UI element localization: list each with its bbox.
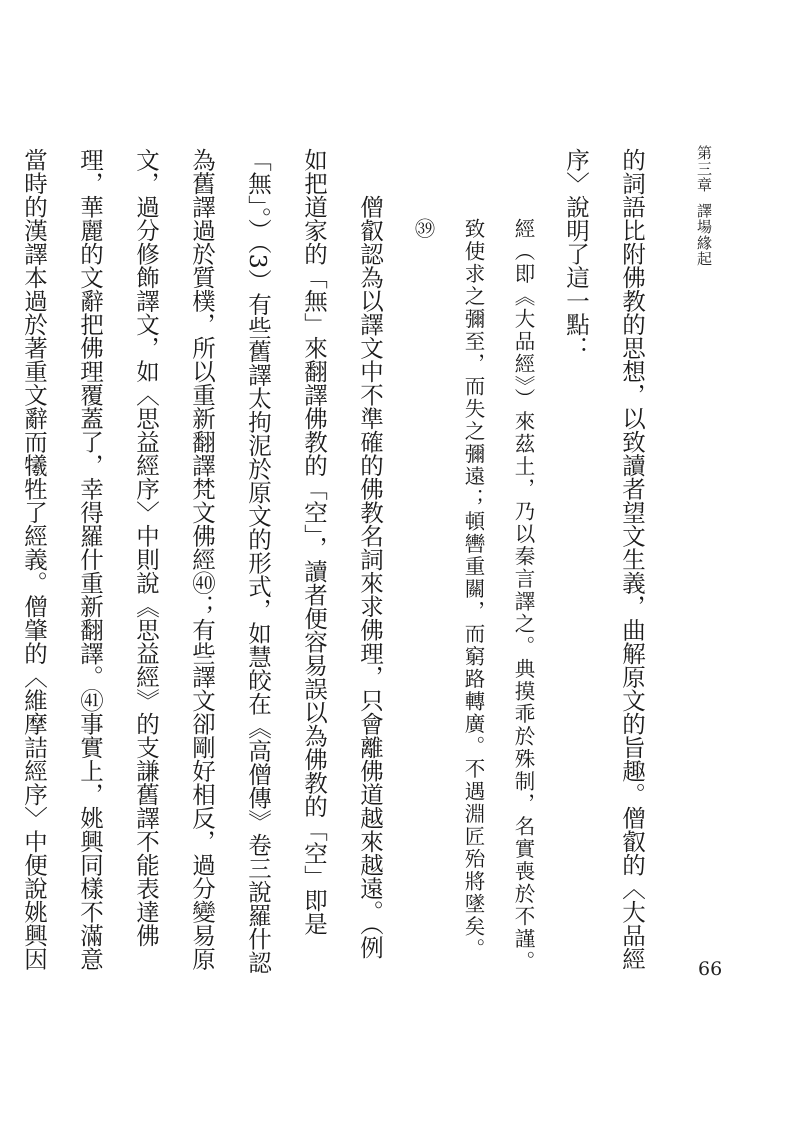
intro-paragraph: 的詞語比附佛教的思想，以致讀者望文生義，曲解原文的旨趣。僧叡的〈大品經序〉說明了這一點： bbox=[562, 148, 646, 971]
running-header bbox=[694, 145, 715, 267]
chapter-label: 第三章 bbox=[695, 145, 713, 193]
section-label: 譯場緣起 bbox=[695, 203, 713, 267]
header-separator bbox=[694, 193, 715, 203]
block-quote: 經（即《大品經》）來茲土，乃以秦言譯之。典摸乖於殊制，名實喪於不謹。致使求之彌至，而失之彌遠；頓轡重關，而窮路轉廣。不遇淵匠殆將墜矣。㊴ bbox=[411, 218, 535, 973]
main-paragraph: 僧叡認為以譯文中不準確的佛教名詞來求佛理，只會離佛道越來越遠。（例如把道家的「無」來翻譯佛教的「空」，讀者便容易誤以為佛教的「空」即是「無」。）（3）有些舊譯太拘泥於原文的形式，如慧皎在《高僧傳》卷三說羅什認為舊譯過於質樸，所以重新翻譯梵文佛經㊵；有些譯文卻剛好相反，過分變易原文，過分修飾譯文，如〈思益經序〉中則說《思益經》的支謙舊譯不能表達佛理，華麗的文辭把佛理覆蓋了，幸得羅什重新翻譯。㊶事實上，姚興同樣不滿意當時的漢譯本過於著重文辭而犧牲了經義。僧肇的〈維摩詰經序〉中便說姚興因 bbox=[20, 148, 384, 974]
body-text bbox=[0, 148, 660, 978]
page-number: 66 bbox=[698, 958, 723, 980]
